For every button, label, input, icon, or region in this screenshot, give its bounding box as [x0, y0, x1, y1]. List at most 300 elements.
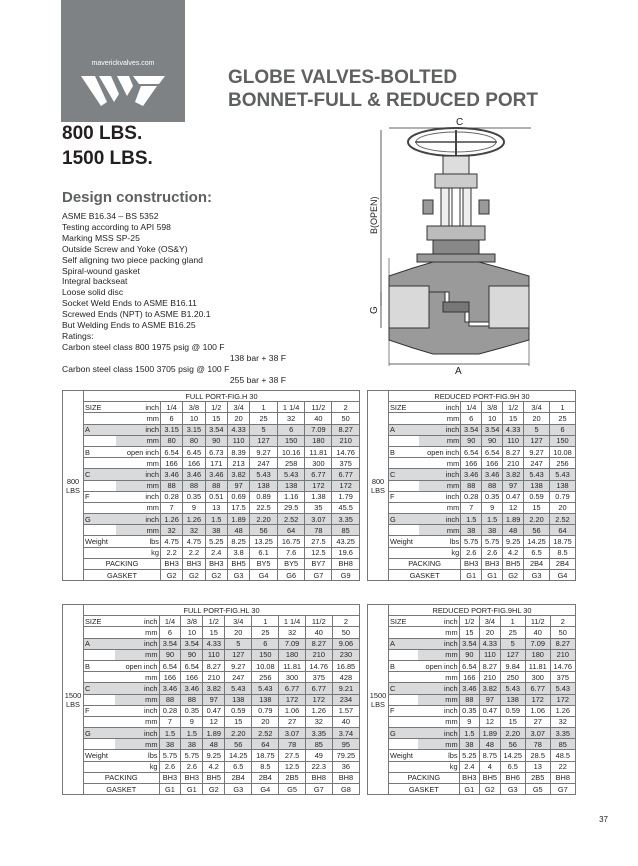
- value-cell: 15: [524, 502, 550, 513]
- value-cell: 258: [277, 458, 305, 469]
- packing-cell: BH3: [205, 558, 227, 569]
- value-cell: 127: [250, 435, 278, 446]
- row-unit: inch: [116, 491, 160, 502]
- row-unit: mm: [115, 649, 159, 660]
- value-cell: 5.43: [500, 683, 525, 694]
- value-cell: 6.54: [159, 660, 181, 671]
- value-cell: 166: [461, 458, 482, 469]
- row-label: [389, 739, 419, 750]
- row-unit: inch: [419, 402, 461, 413]
- row-unit: mm: [419, 525, 461, 536]
- row-unit: inch: [419, 469, 461, 480]
- table-title: FULL PORT-FIG.H 30: [84, 391, 360, 402]
- row-label: [84, 761, 116, 772]
- value-cell: 9: [482, 502, 503, 513]
- gasket-cell: G4: [550, 570, 576, 581]
- row-unit: lbs: [419, 536, 461, 547]
- row-label: [84, 672, 116, 683]
- value-cell: 15: [500, 716, 525, 727]
- table-row: [63, 660, 360, 671]
- value-cell: 172: [332, 480, 360, 491]
- row-label: [389, 694, 419, 705]
- row-label: [389, 480, 420, 491]
- row-unit: inch: [115, 683, 159, 694]
- gasket-label: GASKET: [389, 570, 461, 581]
- table-row: [368, 672, 576, 683]
- value-cell: 250: [500, 672, 525, 683]
- value-cell: 247: [250, 458, 278, 469]
- value-cell: 64: [252, 739, 279, 750]
- row-label: B: [389, 660, 419, 671]
- table-row: [368, 458, 576, 469]
- table-title-row: [368, 605, 576, 616]
- value-cell: 10: [183, 413, 205, 424]
- gasket-cell: G7: [550, 784, 575, 795]
- value-cell: 48: [203, 739, 225, 750]
- value-cell: 3.54: [159, 638, 181, 649]
- value-cell: 2.20: [225, 728, 252, 739]
- value-cell: 90: [459, 649, 479, 660]
- value-cell: 0.47: [480, 705, 500, 716]
- gasket-cell: G1: [482, 570, 503, 581]
- size-header-cell: 3/4: [524, 402, 550, 413]
- gasket-cell: G3: [225, 784, 252, 795]
- table-row: [368, 424, 576, 435]
- value-cell: 166: [181, 672, 203, 683]
- value-cell: 3.46: [181, 683, 203, 694]
- gasket-cell: G4: [252, 784, 279, 795]
- value-cell: 88: [160, 480, 182, 491]
- value-cell: 3.07: [525, 728, 550, 739]
- value-cell: 6.45: [183, 446, 205, 457]
- value-cell: 38: [205, 525, 227, 536]
- value-cell: 3.54: [205, 424, 227, 435]
- table-row: [63, 728, 360, 739]
- value-cell: 10: [181, 627, 203, 638]
- value-cell: 3.8: [227, 547, 249, 558]
- size-header-cell: 3/4: [480, 616, 500, 627]
- packing-cell: BH3: [159, 772, 181, 783]
- value-cell: 0.28: [159, 705, 181, 716]
- table-row: [368, 750, 576, 761]
- value-cell: 85: [305, 739, 332, 750]
- table-800-reduced-port: [367, 390, 576, 581]
- value-cell: 40: [305, 413, 332, 424]
- table-title-row: [368, 391, 576, 402]
- gasket-cell: G2: [183, 570, 205, 581]
- table-row: [63, 672, 360, 683]
- value-cell: 138: [277, 480, 305, 491]
- value-cell: 8.5: [550, 547, 576, 558]
- brand-logo: [61, 0, 185, 122]
- packing-cell: BH3: [183, 558, 205, 569]
- value-cell: 2.2: [160, 547, 182, 558]
- table-row: [368, 536, 576, 547]
- row-unit: inch: [116, 402, 160, 413]
- row-label: B: [84, 660, 116, 671]
- row-unit: inch: [418, 705, 459, 716]
- value-cell: 32: [160, 525, 182, 536]
- value-cell: 27: [279, 716, 305, 727]
- packing-cell: BH8: [550, 772, 575, 783]
- value-cell: 171: [205, 458, 227, 469]
- value-cell: 3.54: [482, 424, 503, 435]
- table-row: [368, 570, 576, 581]
- value-cell: 4.33: [227, 424, 249, 435]
- value-cell: 97: [480, 694, 500, 705]
- value-cell: 150: [277, 435, 305, 446]
- row-unit: lbs: [115, 750, 159, 761]
- value-cell: 2.20: [500, 728, 525, 739]
- size-header-cell: 3/8: [181, 616, 203, 627]
- gasket-cell: G3: [227, 570, 249, 581]
- value-cell: 25: [252, 627, 279, 638]
- value-cell: 6.54: [160, 446, 182, 457]
- packing-cell: BH8: [332, 772, 359, 783]
- value-cell: 3.15: [160, 424, 182, 435]
- value-cell: 3.74: [332, 728, 359, 739]
- spec-line: Testing according to API 598: [62, 221, 171, 232]
- value-cell: 210: [203, 672, 225, 683]
- value-cell: 150: [550, 435, 576, 446]
- gasket-cell: G2: [503, 570, 524, 581]
- value-cell: 25: [250, 413, 278, 424]
- table-row: [368, 694, 576, 705]
- row-unit: inch: [116, 424, 160, 435]
- value-cell: 32: [305, 716, 332, 727]
- row-label: [389, 716, 419, 727]
- row-unit: mm: [418, 627, 459, 638]
- value-cell: 3.46: [461, 469, 482, 480]
- value-cell: 6.54: [482, 446, 503, 457]
- value-cell: 0.47: [203, 705, 225, 716]
- row-label: [389, 649, 419, 660]
- value-cell: 0.28: [160, 491, 182, 502]
- value-cell: 14.76: [332, 446, 360, 457]
- value-cell: 88: [461, 480, 482, 491]
- table-row: [63, 502, 360, 513]
- row-label: F: [389, 491, 420, 502]
- packing-cell: BH8: [305, 772, 332, 783]
- value-cell: 247: [524, 458, 550, 469]
- value-cell: 3.07: [305, 514, 332, 525]
- spec-line-rating-1500: Carbon steel class 1500 3705 psig @ 100 F: [62, 363, 230, 374]
- value-cell: 5.25: [459, 750, 479, 761]
- value-cell: 14.76: [305, 660, 332, 671]
- value-cell: 88: [482, 480, 503, 491]
- value-cell: 38: [482, 525, 503, 536]
- table-row: [63, 424, 360, 435]
- pressure-class-label: 800 LBS: [368, 391, 389, 581]
- value-cell: 56: [500, 739, 525, 750]
- value-cell: 90: [205, 435, 227, 446]
- value-cell: 1.26: [305, 705, 332, 716]
- table-row: [63, 716, 360, 727]
- row-unit: lbs: [418, 750, 459, 761]
- value-cell: 6.54: [181, 660, 203, 671]
- table-row: [368, 514, 576, 525]
- row-unit: mm: [419, 435, 461, 446]
- value-cell: 14.76: [550, 660, 575, 671]
- value-cell: 5: [225, 638, 252, 649]
- value-cell: 8.27: [480, 660, 500, 671]
- value-cell: 6: [277, 424, 305, 435]
- spec-line: Outside Screw and Yoke (OS&Y): [62, 243, 188, 254]
- value-cell: 0.35: [482, 491, 503, 502]
- value-cell: 6.5: [524, 547, 550, 558]
- value-cell: 22.3: [305, 761, 332, 772]
- value-cell: 11.81: [279, 660, 305, 671]
- value-cell: 95: [332, 739, 359, 750]
- row-unit: open inch: [419, 446, 461, 457]
- row-unit: mm: [116, 480, 160, 491]
- gasket-cell: G8: [332, 784, 359, 795]
- value-cell: 428: [332, 672, 359, 683]
- table-row: [368, 547, 576, 558]
- value-cell: 15: [503, 413, 524, 424]
- value-cell: 79.25: [332, 750, 359, 761]
- table-800-full-port: [62, 390, 360, 581]
- gasket-cell: G2: [205, 570, 227, 581]
- row-unit: open inch: [115, 660, 159, 671]
- packing-label: PACKING: [84, 772, 160, 783]
- size-header-cell: 1: [500, 616, 525, 627]
- value-cell: 15: [203, 627, 225, 638]
- gasket-cell: G7: [305, 784, 332, 795]
- value-cell: 1.89: [203, 728, 225, 739]
- gasket-cell: G2: [203, 784, 225, 795]
- table-row: [368, 716, 576, 727]
- value-cell: 0.35: [459, 705, 479, 716]
- value-cell: 1.89: [503, 514, 524, 525]
- table-row: [368, 728, 576, 739]
- value-cell: 2.6: [159, 761, 181, 772]
- value-cell: 6.1: [250, 547, 278, 558]
- value-cell: 2.6: [181, 761, 203, 772]
- value-cell: 38: [181, 739, 203, 750]
- table-row: [368, 784, 576, 795]
- value-cell: 12.5: [305, 547, 332, 558]
- table-title: FULL PORT-FIG.HL 30: [84, 605, 360, 616]
- value-cell: 88: [183, 480, 205, 491]
- size-header-cell: 2: [332, 616, 359, 627]
- pressure-ratings: [62, 121, 153, 171]
- table-row: [368, 491, 576, 502]
- value-cell: 1.89: [480, 728, 500, 739]
- row-label: SIZE: [389, 616, 419, 627]
- value-cell: 256: [550, 458, 576, 469]
- row-unit: mm: [116, 525, 160, 536]
- value-cell: 1.5: [181, 728, 203, 739]
- row-label: [389, 458, 420, 469]
- value-cell: 2.20: [524, 514, 550, 525]
- value-cell: 172: [279, 694, 305, 705]
- row-unit: mm: [116, 458, 160, 469]
- value-cell: 6.54: [459, 660, 479, 671]
- value-cell: 5.75: [181, 750, 203, 761]
- row-label: [84, 547, 117, 558]
- title-line-2: BONNET-FULL & REDUCED PORT: [228, 90, 538, 111]
- value-cell: 0.69: [227, 491, 249, 502]
- value-cell: 6.77: [332, 469, 360, 480]
- value-cell: 234: [332, 694, 359, 705]
- value-cell: 5.75: [461, 536, 482, 547]
- row-unit: lbs: [116, 536, 160, 547]
- row-label: [84, 458, 117, 469]
- value-cell: 3.46: [205, 469, 227, 480]
- row-unit: kg: [419, 547, 461, 558]
- value-cell: 138: [225, 694, 252, 705]
- row-label: [84, 627, 116, 638]
- value-cell: 38: [159, 739, 181, 750]
- size-header-cell: 11/2: [525, 616, 550, 627]
- table-title-row: [63, 391, 360, 402]
- row-unit: mm: [418, 672, 459, 683]
- packing-cell: BH6: [500, 772, 525, 783]
- value-cell: 3.46: [183, 469, 205, 480]
- value-cell: 32: [277, 413, 305, 424]
- value-cell: 110: [203, 649, 225, 660]
- row-unit: open inch: [418, 660, 459, 671]
- table-row: [63, 413, 360, 424]
- row-label: [389, 413, 420, 424]
- value-cell: 1.5: [159, 728, 181, 739]
- value-cell: 8.27: [503, 446, 524, 457]
- value-cell: 9.27: [524, 446, 550, 457]
- packing-cell: BY7: [305, 558, 332, 569]
- value-cell: 22.5: [250, 502, 278, 513]
- value-cell: 1.5: [205, 514, 227, 525]
- value-cell: 0.89: [250, 491, 278, 502]
- value-cell: 18.75: [252, 750, 279, 761]
- value-cell: 4.33: [480, 638, 500, 649]
- value-cell: 166: [482, 458, 503, 469]
- table-row: [368, 446, 576, 457]
- packing-cell: 2B5: [525, 772, 550, 783]
- row-label: Weight: [84, 750, 116, 761]
- packing-cell: 2B4: [550, 558, 576, 569]
- row-unit: inch: [419, 491, 461, 502]
- row-label: B: [389, 446, 420, 457]
- row-label: [84, 649, 116, 660]
- value-cell: 1.5: [482, 514, 503, 525]
- value-cell: 10.16: [277, 446, 305, 457]
- value-cell: 230: [332, 649, 359, 660]
- value-cell: 48: [503, 525, 524, 536]
- value-cell: 0.59: [524, 491, 550, 502]
- value-cell: 32: [183, 525, 205, 536]
- row-unit: inch: [419, 514, 461, 525]
- value-cell: 138: [252, 694, 279, 705]
- value-cell: 9: [183, 502, 205, 513]
- value-cell: 28.5: [525, 750, 550, 761]
- row-unit: kg: [115, 761, 159, 772]
- row-label: SIZE: [84, 402, 117, 413]
- value-cell: 32: [279, 627, 305, 638]
- value-cell: 7.6: [277, 547, 305, 558]
- gasket-cell: G3: [524, 570, 550, 581]
- spec-line: Self aligning two piece packing gland: [62, 254, 203, 265]
- value-cell: 0.28: [461, 491, 482, 502]
- row-label: C: [84, 469, 117, 480]
- value-cell: 172: [550, 694, 575, 705]
- table-row: [63, 705, 360, 716]
- value-cell: 5.75: [482, 536, 503, 547]
- table-row: [63, 547, 360, 558]
- value-cell: 45.5: [332, 502, 360, 513]
- value-cell: 138: [250, 480, 278, 491]
- pressure-class-label: 1500 LBS: [368, 605, 389, 795]
- size-header-cell: 1/4: [461, 402, 482, 413]
- size-header-cell: 11/2: [305, 402, 332, 413]
- value-cell: 6.77: [279, 683, 305, 694]
- value-cell: 85: [550, 739, 575, 750]
- value-cell: 80: [183, 435, 205, 446]
- table-row: [63, 514, 360, 525]
- table-row: [63, 784, 360, 795]
- value-cell: 150: [252, 649, 279, 660]
- value-cell: 2.52: [252, 728, 279, 739]
- value-cell: 13: [525, 761, 550, 772]
- value-cell: 25: [550, 413, 576, 424]
- value-cell: 166: [459, 672, 479, 683]
- table-row: [63, 469, 360, 480]
- value-cell: 8.5: [252, 761, 279, 772]
- value-cell: 78: [305, 525, 332, 536]
- value-cell: 5.75: [159, 750, 181, 761]
- value-cell: 19.6: [332, 547, 360, 558]
- value-cell: 8.25: [227, 536, 249, 547]
- value-cell: 9.25: [503, 536, 524, 547]
- table-1500-reduced-port: [367, 604, 576, 795]
- value-cell: 2.4: [459, 761, 479, 772]
- size-header-cell: 1 1/4: [279, 616, 305, 627]
- spec-line: Ratings:: [62, 330, 94, 341]
- value-cell: 27: [525, 716, 550, 727]
- dimension-a-label: A: [455, 366, 462, 377]
- row-unit: inch: [419, 424, 461, 435]
- packing-cell: BH5: [227, 558, 249, 569]
- value-cell: 5.43: [250, 469, 278, 480]
- value-cell: 5.43: [524, 469, 550, 480]
- value-cell: 7: [160, 502, 182, 513]
- value-cell: 88: [459, 694, 479, 705]
- spec-line: Loose solid disc: [62, 287, 124, 298]
- value-cell: 5: [524, 424, 550, 435]
- value-cell: 6: [159, 627, 181, 638]
- row-label: F: [84, 705, 116, 716]
- value-cell: 3.82: [503, 469, 524, 480]
- table-row: [63, 458, 360, 469]
- value-cell: 48.5: [550, 750, 575, 761]
- value-cell: 256: [252, 672, 279, 683]
- value-cell: 127: [524, 435, 550, 446]
- table-row: [63, 491, 360, 502]
- value-cell: 3.46: [159, 683, 181, 694]
- value-cell: 12: [480, 716, 500, 727]
- row-label: [389, 525, 420, 536]
- row-unit: inch: [115, 616, 159, 627]
- value-cell: 18.75: [550, 536, 576, 547]
- value-cell: 5.43: [550, 469, 576, 480]
- row-unit: inch: [115, 705, 159, 716]
- value-cell: 5.43: [277, 469, 305, 480]
- value-cell: 88: [205, 480, 227, 491]
- page-number: 37: [599, 815, 608, 824]
- row-unit: mm: [418, 739, 459, 750]
- value-cell: 6.77: [305, 469, 332, 480]
- spec-line-rating-1500-bar: 255 bar + 38 F: [229, 374, 286, 385]
